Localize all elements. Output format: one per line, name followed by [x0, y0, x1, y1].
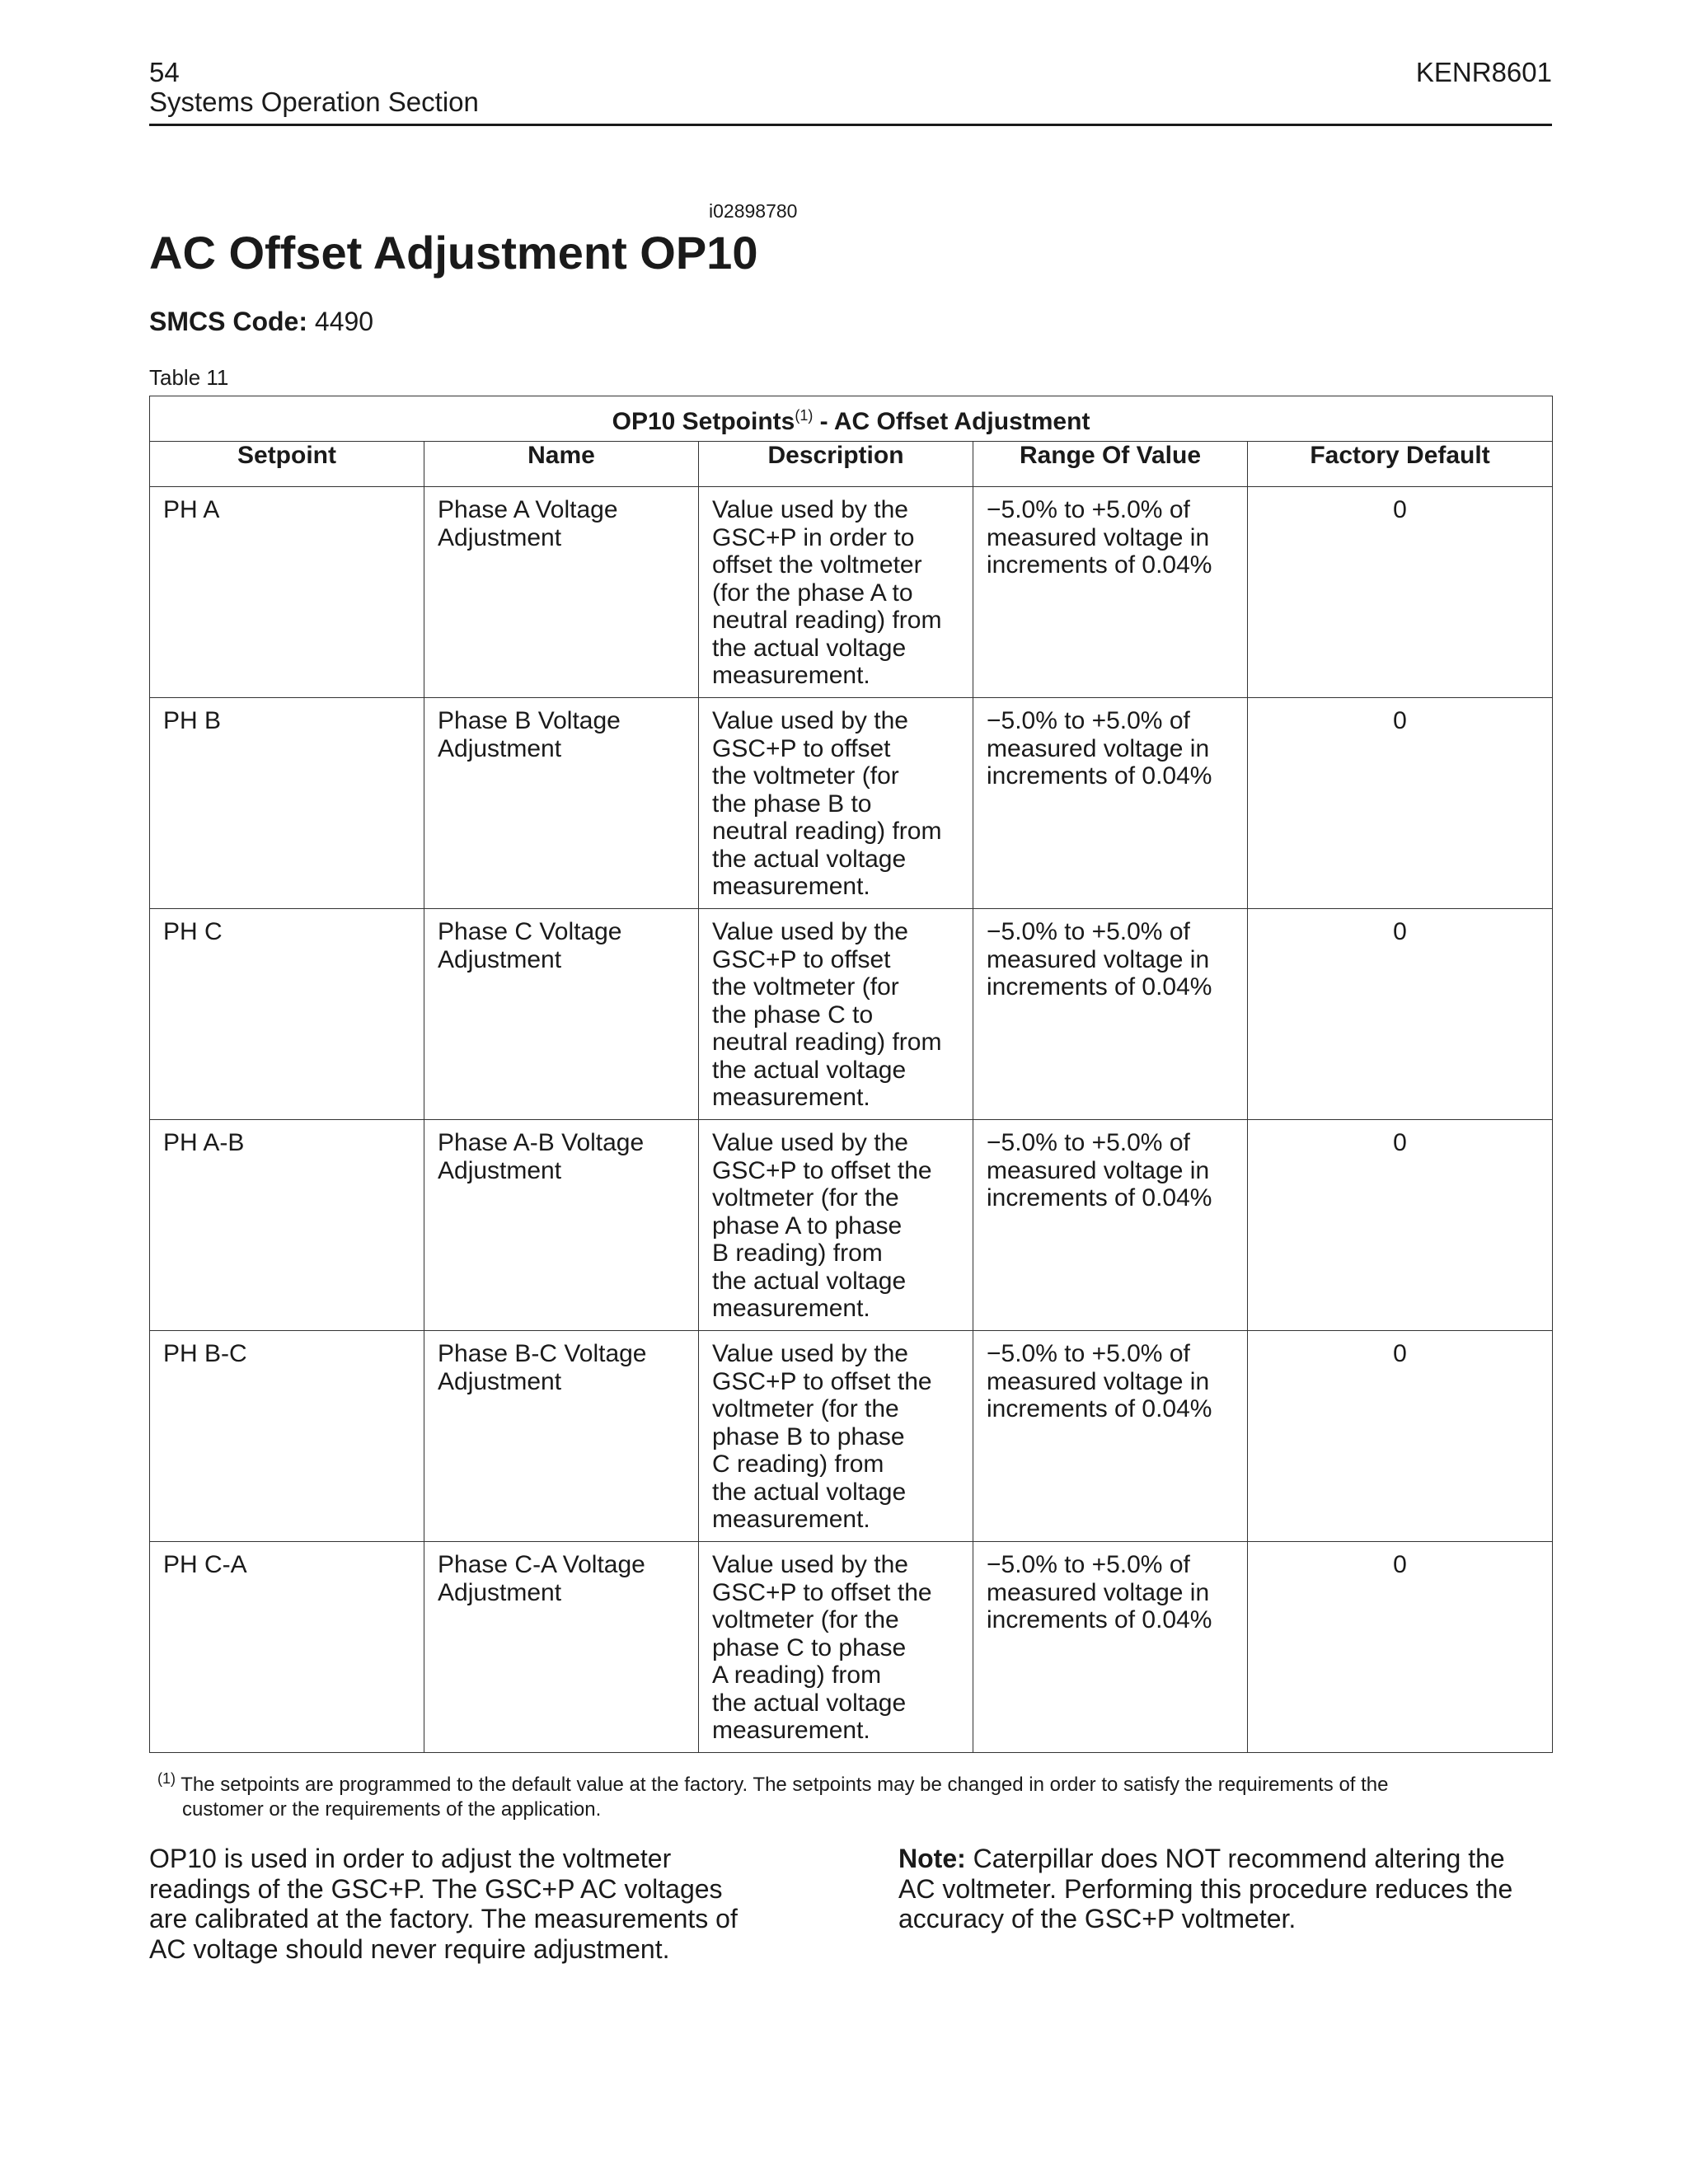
table-caption-prefix: OP10 Setpoints — [612, 407, 795, 435]
description-cell-line: Value used by the — [712, 918, 908, 945]
default-cell: 0 — [1248, 487, 1553, 698]
description-cell-line: GSC+P to offset — [712, 945, 891, 973]
paragraph-line: OP10 is used in order to adjust the voltmeter — [149, 1844, 672, 1873]
setpoint-cell: PH C-A — [150, 1542, 424, 1753]
name-cell-line: Phase C-A Voltage — [438, 1551, 645, 1578]
description-cell-line: the actual voltage — [712, 1478, 907, 1506]
description-cell-line: phase C to phase — [712, 1633, 907, 1661]
document-id: KENR8601 — [1415, 57, 1552, 87]
description-cell-line: the voltmeter (for — [712, 973, 899, 1001]
setpoints-table — [149, 396, 1553, 1753]
range-cell — [973, 909, 1248, 1120]
name-cell-line: Phase B-C Voltage — [438, 1340, 647, 1367]
description-cell-line: the actual voltage — [712, 845, 907, 873]
table-row — [150, 1542, 1553, 1753]
column-header-range: Range Of Value — [973, 442, 1248, 487]
range-cell-line: increments of 0.04% — [987, 1395, 1212, 1422]
table-row — [150, 487, 1553, 698]
default-cell: 0 — [1248, 1120, 1553, 1331]
footnote-line-1 — [157, 1766, 1552, 1797]
footnote-marker: (1) — [157, 1770, 176, 1787]
name-cell-line: Adjustment — [438, 523, 562, 551]
description-cell-line: the voltmeter (for — [712, 762, 899, 790]
range-cell — [973, 698, 1248, 909]
table-caption-footnote-marker: (1) — [795, 406, 814, 424]
range-cell-line: increments of 0.04% — [987, 762, 1212, 790]
name-cell-line: Adjustment — [438, 945, 562, 973]
column-header-default: Factory Default — [1248, 442, 1553, 487]
description-cell-line: Value used by the — [712, 1340, 908, 1367]
range-cell-line: −5.0% to +5.0% of — [987, 496, 1190, 523]
description-cell — [699, 1542, 973, 1753]
description-cell-line: the phase B to — [712, 790, 872, 818]
name-cell-line: Phase B Voltage — [438, 707, 621, 734]
default-cell: 0 — [1248, 1542, 1553, 1753]
range-cell-line: measured voltage in — [987, 945, 1210, 973]
name-cell — [424, 1542, 699, 1753]
description-cell-line: B reading) from — [712, 1240, 883, 1267]
smcs-label: SMCS Code: — [149, 307, 307, 336]
smcs-value: 4490 — [314, 307, 374, 336]
description-cell-line: the actual voltage — [712, 1056, 907, 1084]
range-cell-line: −5.0% to +5.0% of — [987, 1551, 1190, 1578]
setpoint-cell: PH C — [150, 909, 424, 1120]
note-line-1 — [898, 1844, 1552, 1874]
description-cell-line: measurement. — [712, 873, 870, 900]
description-cell-line: Value used by the — [712, 1551, 908, 1578]
section-name: Systems Operation Section — [149, 87, 479, 117]
paragraph-line: AC voltmeter. Performing this procedure reduces the — [898, 1873, 1513, 1904]
description-cell-line: the actual voltage — [712, 1267, 907, 1295]
description-cell-line: GSC+P to offset the — [712, 1367, 932, 1395]
footnote-text-1: The setpoints are programmed to the default value at the factory. The setpoints may be changed in order to satisfy the requirements of the — [181, 1774, 1389, 1796]
description-cell-line: phase B to phase — [712, 1422, 905, 1451]
smcs-code — [149, 305, 373, 338]
range-cell — [973, 487, 1248, 698]
range-cell-line: increments of 0.04% — [987, 973, 1212, 1001]
table-row — [150, 1331, 1553, 1542]
description-cell-line: measurement. — [712, 1295, 870, 1322]
table-caption-suffix: - AC Offset Adjustment — [813, 407, 1090, 435]
range-cell — [973, 1542, 1248, 1753]
table-row — [150, 1120, 1553, 1331]
setpoint-cell: PH B — [150, 698, 424, 909]
page-header — [149, 58, 1552, 126]
paragraph-line: readings of the GSC+P. The GSC+P AC voltages — [149, 1873, 723, 1904]
range-cell-line: increments of 0.04% — [987, 1606, 1212, 1633]
description-cell-line: offset the voltmeter — [712, 551, 922, 579]
range-cell-line: measured voltage in — [987, 734, 1210, 762]
name-cell — [424, 698, 699, 909]
description-cell-line: (for the phase A to — [712, 579, 913, 607]
description-cell-line: Value used by the — [712, 496, 908, 523]
range-cell — [973, 1331, 1248, 1542]
default-cell: 0 — [1248, 698, 1553, 909]
description-cell-line: the actual voltage — [712, 1689, 907, 1717]
name-cell-line: Adjustment — [438, 1578, 562, 1606]
description-cell-line: the actual voltage — [712, 634, 907, 662]
default-cell: 0 — [1248, 909, 1553, 1120]
description-cell-line: voltmeter (for the — [712, 1184, 899, 1212]
setpoint-cell: PH B-C — [150, 1331, 424, 1542]
setpoint-cell: PH A-B — [150, 1120, 424, 1331]
description-cell — [699, 487, 973, 698]
table-body — [150, 487, 1553, 1753]
range-cell-line: measured voltage in — [987, 1578, 1210, 1606]
name-cell-line: Phase A Voltage — [438, 496, 618, 523]
description-cell — [699, 909, 973, 1120]
name-cell — [424, 1120, 699, 1331]
range-cell — [973, 1120, 1248, 1331]
table-row — [150, 698, 1553, 909]
range-cell-line: measured voltage in — [987, 1367, 1210, 1395]
column-header-name: Name — [424, 442, 699, 487]
description-cell-line: the phase C to — [712, 1001, 874, 1029]
description-cell-line: neutral reading) from — [712, 607, 942, 634]
name-cell-line: Adjustment — [438, 1156, 562, 1184]
footnote-line-2: customer or the requirements of the application. — [182, 1798, 602, 1821]
description-cell-line: voltmeter (for the — [712, 1395, 899, 1422]
description-cell-line: GSC+P to offset — [712, 734, 891, 762]
name-cell — [424, 1331, 699, 1542]
description-cell-line: GSC+P to offset the — [712, 1578, 932, 1606]
description-cell-line: neutral reading) from — [712, 818, 942, 845]
setpoint-cell: PH A — [150, 487, 424, 698]
description-cell-line: Value used by the — [712, 707, 908, 734]
description-cell-line: measurement. — [712, 1084, 870, 1111]
range-cell-line: −5.0% to +5.0% of — [987, 1340, 1190, 1367]
description-cell-line: GSC+P to offset the — [712, 1156, 932, 1184]
table-label: Table 11 — [149, 365, 229, 390]
description-cell — [699, 698, 973, 909]
description-cell-line: measurement. — [712, 1717, 870, 1744]
range-cell-line: measured voltage in — [987, 523, 1210, 551]
reference-id: i02898780 — [709, 200, 798, 222]
name-cell-line: Phase C Voltage — [438, 918, 622, 945]
name-cell-line: Adjustment — [438, 734, 562, 762]
range-cell-line: −5.0% to +5.0% of — [987, 707, 1190, 734]
note-paragraph — [898, 1844, 1552, 1934]
range-cell-line: increments of 0.04% — [987, 1184, 1212, 1212]
range-cell-line: measured voltage in — [987, 1156, 1210, 1184]
name-cell-line: Adjustment — [438, 1367, 562, 1395]
page-title: AC Offset Adjustment OP10 — [149, 227, 758, 279]
table-caption — [150, 396, 1553, 442]
note-label: Note: — [898, 1844, 966, 1873]
column-header-description: Description — [699, 442, 973, 487]
description-cell-line: C reading) from — [712, 1451, 884, 1478]
default-cell: 0 — [1248, 1331, 1553, 1542]
description-cell-line: neutral reading) from — [712, 1029, 942, 1056]
page-number: 54 — [149, 57, 180, 87]
description-cell-line: A reading) from — [712, 1661, 882, 1689]
note-text-1: Caterpillar does NOT recommend altering the — [965, 1844, 1505, 1873]
paragraph-line: are calibrated at the factory. The measurements of — [149, 1904, 738, 1933]
name-cell-line: Phase A-B Voltage — [438, 1129, 645, 1156]
description-cell-line: phase A to phase — [712, 1212, 903, 1240]
description-cell-line: voltmeter (for the — [712, 1606, 899, 1633]
range-cell-line: −5.0% to +5.0% of — [987, 1129, 1190, 1156]
name-cell — [424, 909, 699, 1120]
paragraph-line: accuracy of the GSC+P voltmeter. — [898, 1904, 1296, 1933]
range-cell-line: increments of 0.04% — [987, 551, 1212, 579]
column-header-setpoint: Setpoint — [150, 442, 424, 487]
paragraph-line: AC voltage should never require adjustment. — [149, 1933, 670, 1964]
description-cell — [699, 1331, 973, 1542]
description-cell-line: Value used by the — [712, 1129, 908, 1156]
description-cell — [699, 1120, 973, 1331]
description-cell-line: measurement. — [712, 1506, 870, 1533]
description-cell-line: GSC+P in order to — [712, 523, 915, 551]
table-row — [150, 909, 1553, 1120]
description-cell-line: measurement. — [712, 662, 870, 689]
body-paragraph-left — [149, 1844, 792, 1964]
range-cell-line: −5.0% to +5.0% of — [987, 918, 1190, 945]
table-footnote — [157, 1766, 1552, 1822]
name-cell — [424, 487, 699, 698]
